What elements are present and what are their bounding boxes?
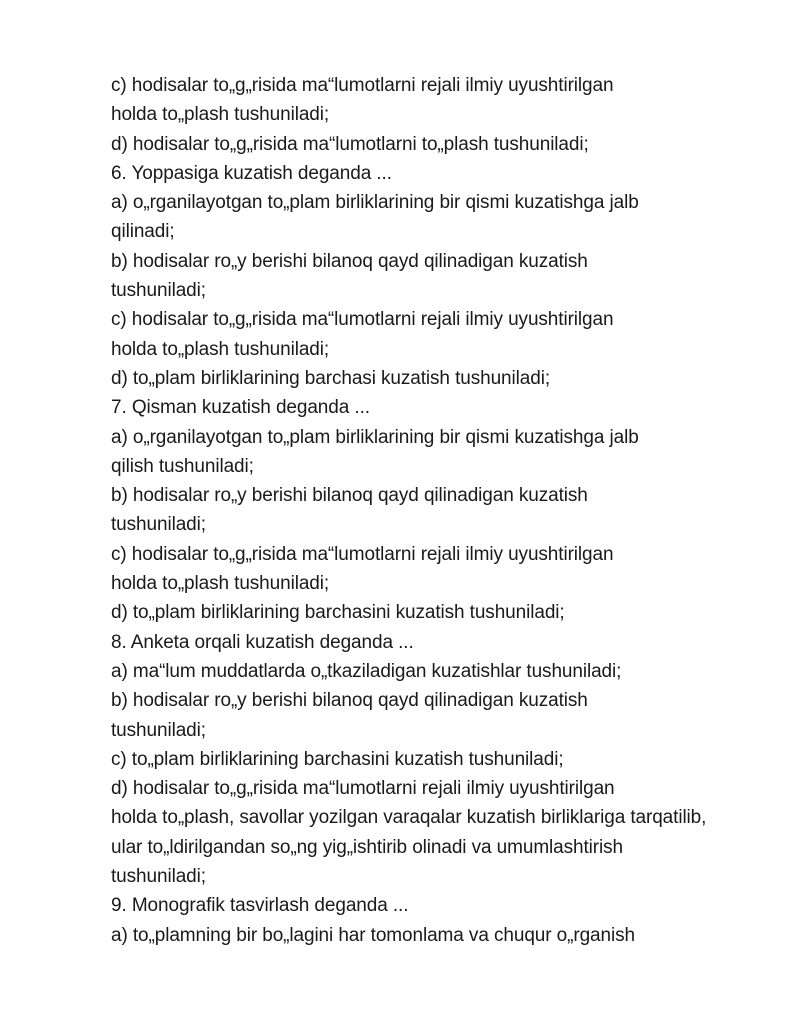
text-line: tushuniladi; bbox=[111, 866, 206, 888]
text-line: holda to„plash tushuniladi; bbox=[111, 104, 330, 126]
text-line: tushuniladi; bbox=[111, 280, 206, 302]
question-heading: 7. Qisman kuzatish deganda ... bbox=[111, 397, 370, 419]
text-line: ular to„ldirilgandan so„ng yig„ishtirib olinadi va umumlashtirish bbox=[111, 836, 624, 858]
text-line: d) to„plam birliklarining barchasi kuzatish tushuniladi; bbox=[111, 367, 550, 389]
text-line: d) hodisalar to„g„risida ma“lumotlarni to„plash tushuniladi; bbox=[111, 133, 589, 155]
text-line: tushuniladi; bbox=[111, 514, 206, 536]
document-page bbox=[111, 71, 791, 950]
text-line: c) hodisalar to„g„risida ma“lumotlarni rejali ilmiy uyushtirilgan bbox=[111, 75, 614, 96]
text-line: d) to„plam birliklarining barchasini kuzatish tushuniladi; bbox=[111, 602, 565, 624]
text-line: qilish tushuniladi; bbox=[111, 455, 254, 477]
question-heading: 9. Monografik tasvirlash deganda ... bbox=[111, 895, 409, 917]
text-line: tushuniladi; bbox=[111, 719, 206, 741]
text-line: a) ma“lum muddatlarda o„tkaziladigan kuzatishlar tushuniladi; bbox=[111, 660, 622, 682]
text-line: qilinadi; bbox=[111, 221, 175, 243]
text-line: holda to„plash tushuniladi; bbox=[111, 573, 330, 595]
text-line: a) o„rganilayotgan to„plam birliklarining bir qismi kuzatishga jalb bbox=[111, 192, 639, 214]
text-line: b) hodisalar ro„y berishi bilanoq qayd qilinadigan kuzatish bbox=[111, 250, 588, 272]
question-heading: 6. Yoppasiga kuzatish deganda ... bbox=[111, 162, 392, 184]
text-line: holda to„plash tushuniladi; bbox=[111, 338, 330, 360]
text-line: c) hodisalar to„g„risida ma“lumotlarni rejali ilmiy uyushtirilgan bbox=[111, 309, 614, 331]
text-line: a) to„plamning bir bo„lagini har tomonlama va chuqur o„rganish bbox=[111, 924, 635, 946]
text-line: c) to„plam birliklarining barchasini kuzatish tushuniladi; bbox=[111, 748, 564, 770]
text-line: c) hodisalar to„g„risida ma“lumotlarni rejali ilmiy uyushtirilgan bbox=[111, 543, 614, 565]
text-line: b) hodisalar ro„y berishi bilanoq qayd qilinadigan kuzatish bbox=[111, 485, 588, 507]
question-heading: 8. Anketa orqali kuzatish deganda ... bbox=[111, 631, 414, 653]
text-line: b) hodisalar ro„y berishi bilanoq qayd qilinadigan kuzatish bbox=[111, 690, 588, 712]
text-line: holda to„plash, savollar yozilgan varaqalar kuzatish birliklariga tarqatilib, bbox=[111, 807, 707, 829]
text-line: a) o„rganilayotgan to„plam birliklarining bir qismi kuzatishga jalb bbox=[111, 426, 639, 448]
text-line: d) hodisalar to„g„risida ma“lumotlarni rejali ilmiy uyushtirilgan bbox=[111, 778, 615, 800]
